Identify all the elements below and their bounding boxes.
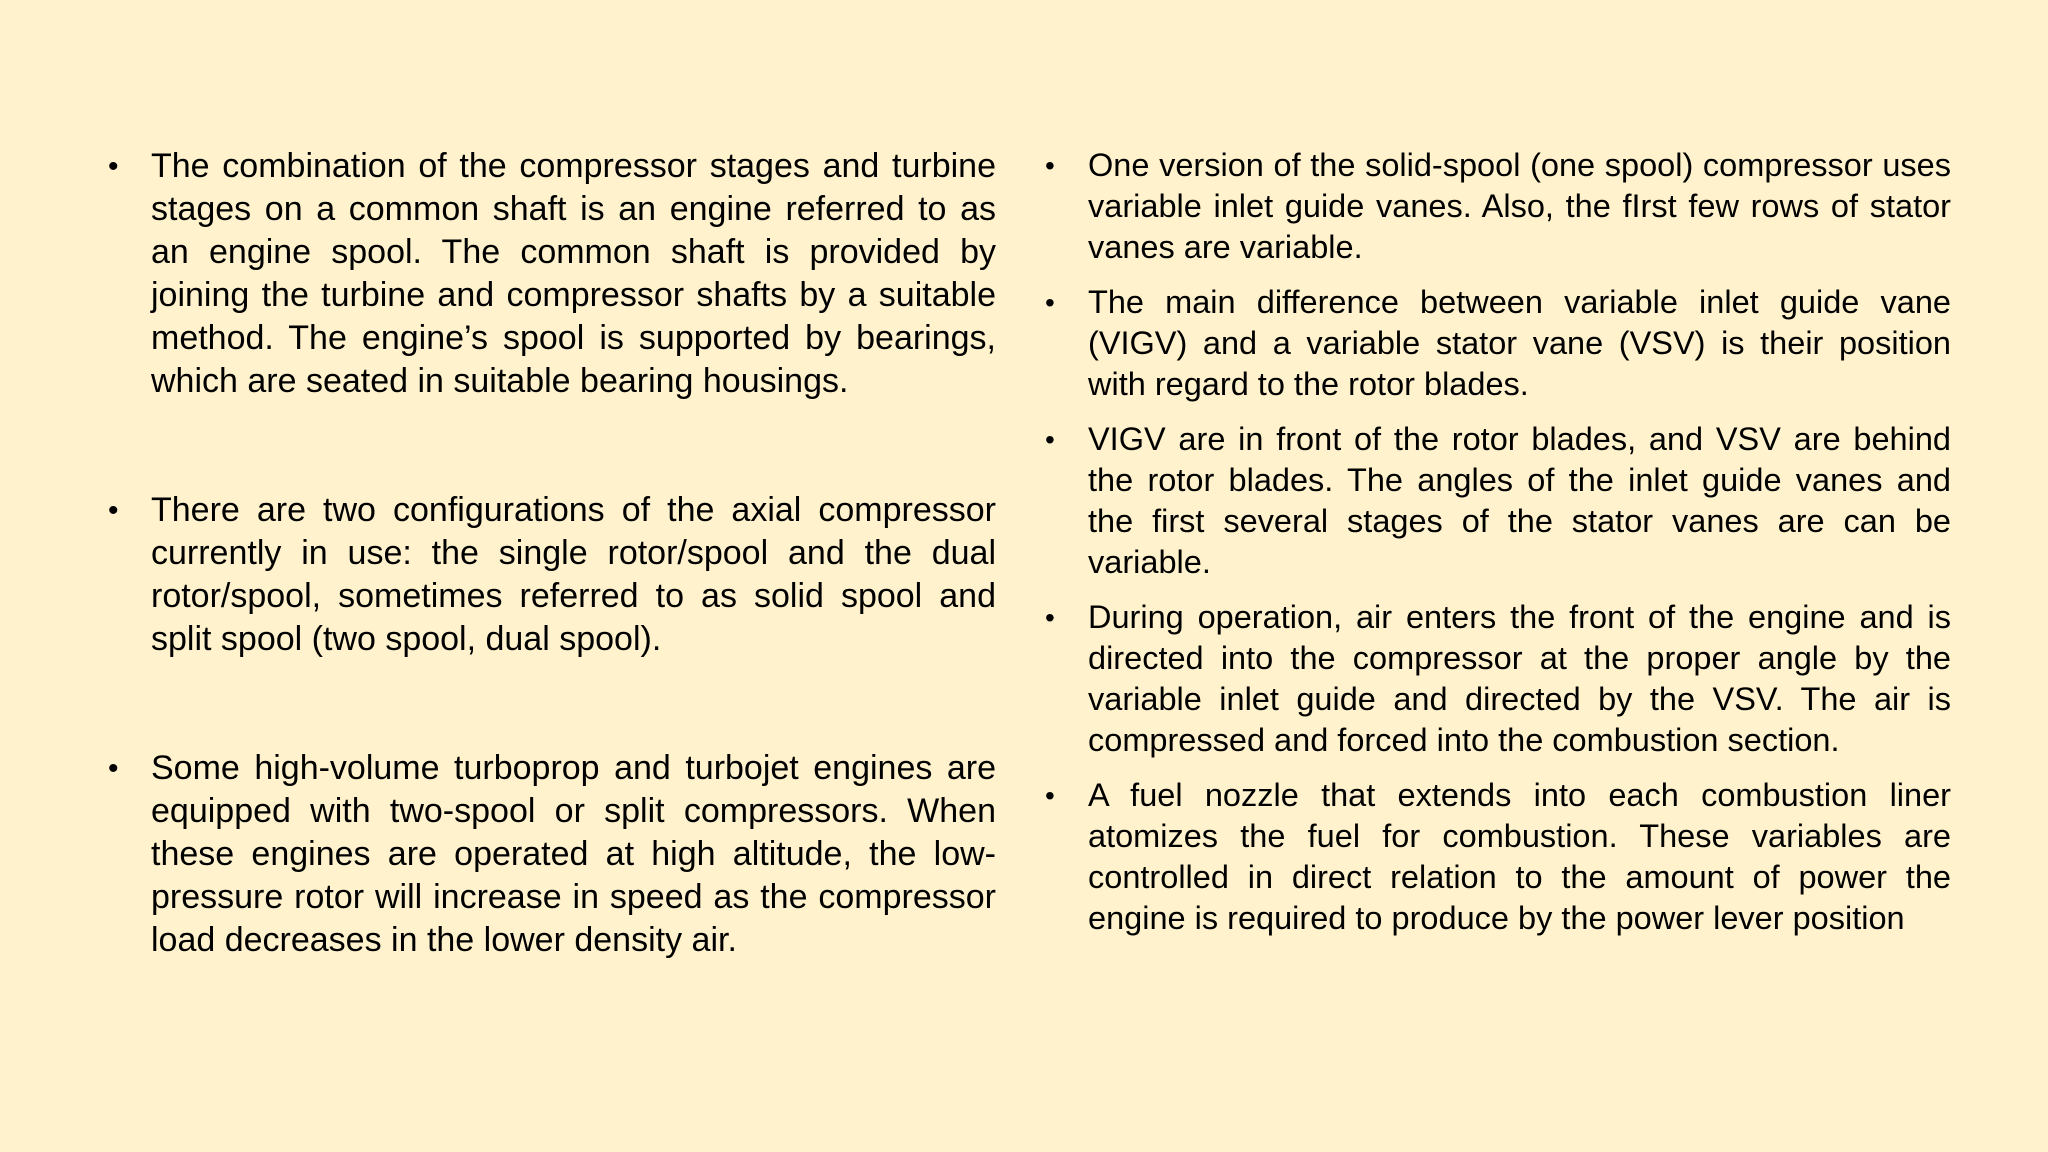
left-bullet-3 bbox=[108, 747, 996, 962]
right-bullet-1 bbox=[1045, 145, 1951, 268]
bullet-icon: • bbox=[1045, 287, 1055, 318]
bullet-text: There are two configurations of the axial compressor currently in use: the single rotor/spool and the dual rotor/spool, sometimes referred to as solid spool and split spool (two spool, dual spool). bbox=[151, 491, 996, 658]
left-bullet-1 bbox=[108, 145, 996, 403]
bullet-icon: • bbox=[108, 150, 119, 183]
right-bullet-2 bbox=[1045, 282, 1951, 405]
left-bullet-2 bbox=[108, 489, 996, 661]
bullet-text: The main difference between variable inlet guide vane (VIGV) and a variable stator vane (VSV) is their position with regard to the rotor blades. bbox=[1088, 284, 1951, 402]
bullet-icon: • bbox=[1045, 424, 1055, 455]
right-column bbox=[1045, 145, 1951, 939]
left-column bbox=[108, 145, 996, 962]
bullet-icon: • bbox=[1045, 150, 1055, 181]
right-bullet-5 bbox=[1045, 775, 1951, 939]
bullet-text: Some high-volume turboprop and turbojet engines are equipped with two-spool or split compressors. When these engines are operated at high altitude, the low-pressure rotor will increase in speed as the compressor load decreases in the lower density air. bbox=[151, 749, 996, 959]
bullet-text: During operation, air enters the front of the engine and is directed into the compressor at the proper angle by the variable inlet guide and directed by the VSV. The air is compressed and forced into the combustion section. bbox=[1088, 599, 1951, 758]
bullet-icon: • bbox=[1045, 780, 1055, 811]
bullet-text: A fuel nozzle that extends into each combustion liner atomizes the fuel for combustion. These variables are controlled in direct relation to the amount of power the engine is required to produce by the power lever position bbox=[1088, 777, 1951, 936]
bullet-text: VIGV are in front of the rotor blades, and VSV are behind the rotor blades. The angles of the inlet guide vanes and the first several stages of the stator vanes are can be variable. bbox=[1088, 421, 1951, 580]
bullet-icon: • bbox=[1045, 602, 1055, 633]
bullet-text: One version of the solid-spool (one spool) compressor uses variable inlet guide vanes. Also, the fIrst few rows of stator vanes are variable. bbox=[1088, 147, 1951, 265]
right-bullet-4 bbox=[1045, 597, 1951, 761]
bullet-icon: • bbox=[108, 494, 119, 527]
bullet-icon: • bbox=[108, 752, 119, 785]
right-bullet-3 bbox=[1045, 419, 1951, 583]
bullet-text: The combination of the compressor stages and turbine stages on a common shaft is an engine referred to as an engine spool. The common shaft is provided by joining the turbine and compressor shafts by a suitable method. The engine’s spool is supported by bearings, which are seated in suitable bearing housings. bbox=[151, 147, 996, 400]
